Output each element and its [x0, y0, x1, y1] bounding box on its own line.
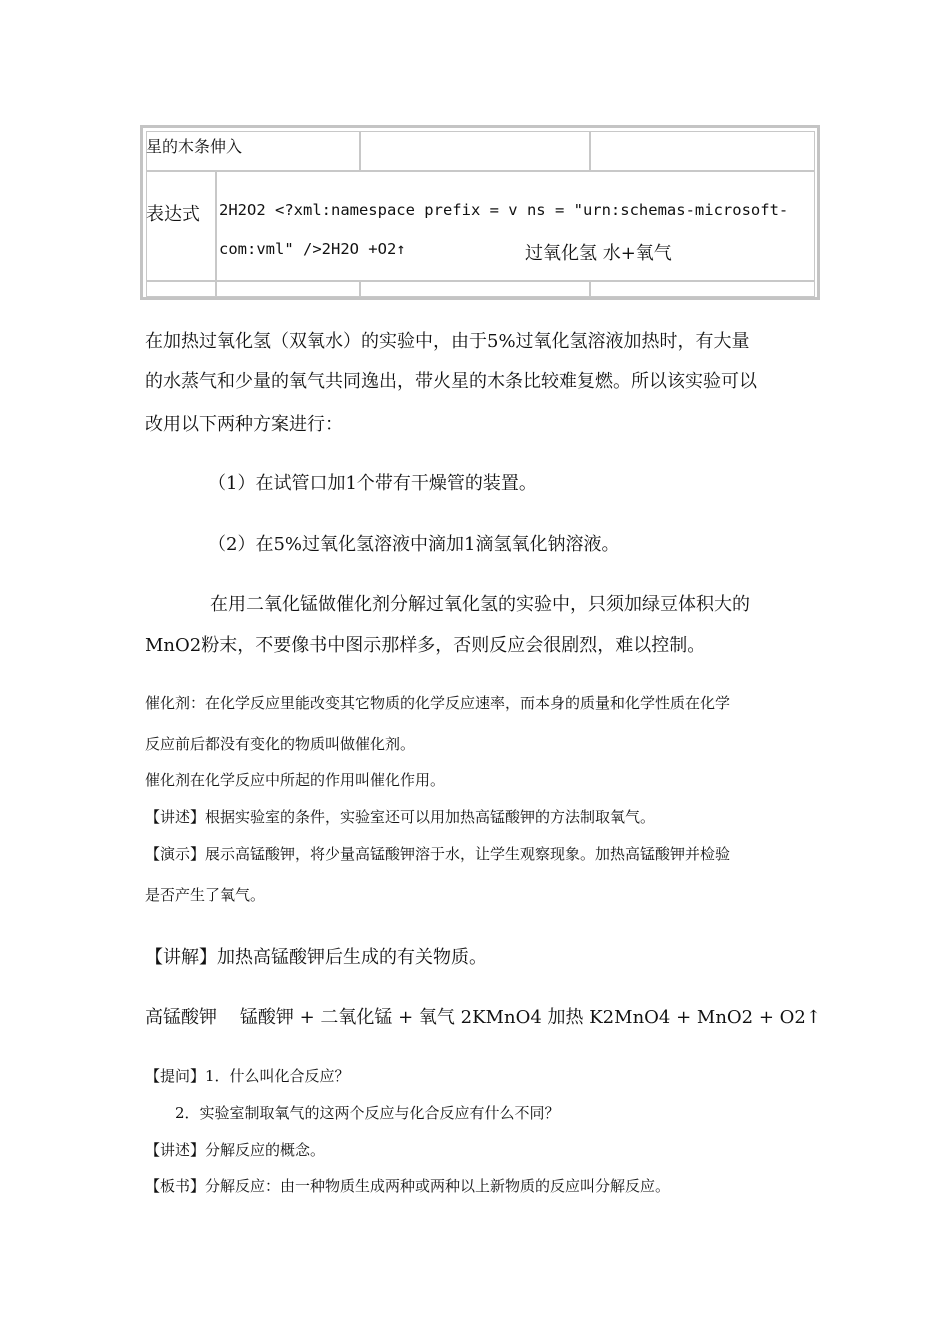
table-cell: [146, 281, 216, 297]
narrate-line: 【讲述】根据实验室的条件，实验室还可以用加热高锰酸钾的方法制取氧气。: [145, 808, 656, 826]
demo-line: 是否产生了氧气。: [145, 886, 266, 904]
table-cell: [590, 281, 815, 297]
paragraph-line: 在用二氧化锰做催化剂分解过氧化氢的实验中，只须加绿豆体积大的: [210, 594, 750, 615]
explain-line: 【讲解】加热高锰酸钾后生成的有关物质。: [145, 947, 487, 968]
paragraph-line: 的水蒸气和少量的氧气共同逸出，带火星的木条比较难复燃。所以该实验可以: [145, 371, 757, 392]
reaction-equation: 高锰酸钾 锰酸钾 + 二氧化锰 + 氧气 2KMnO4 加热 K2MnO4 + MnO2 + O2↑: [145, 1007, 821, 1028]
demo-line: 【演示】展示高锰酸钾，将少量高锰酸钾溶于水，让学生观察现象。加热高锰酸钾并检验: [145, 845, 731, 863]
table-row2-label: 表达式: [146, 204, 200, 225]
table-cell: [216, 281, 360, 297]
experiment-table: [140, 125, 820, 300]
question-line: 2．实验室制取氧气的这两个反应与化合反应有什么不同？: [175, 1104, 560, 1122]
table-formula-line2: com:vml" />2H2O +O2↑: [219, 240, 406, 258]
table-formula-words: 过氧化氢 水+氧气: [525, 243, 672, 264]
table-cell: [360, 281, 590, 297]
table-cell: [146, 171, 216, 281]
table-cell: [216, 171, 815, 281]
question-line: 【提问】1．什么叫化合反应？: [145, 1067, 350, 1085]
table-cell: [590, 131, 815, 171]
option-item-1: （1）在试管口加1个带有干燥管的装置。: [208, 473, 537, 494]
table-cell: [360, 131, 590, 171]
paragraph-line: MnO2粉末，不要像书中图示那样多，否则反应会很剧烈，难以控制。: [145, 635, 706, 656]
catalysis-definition: 催化剂在化学反应中所起的作用叫催化作用。: [145, 771, 446, 789]
board-line: 【板书】分解反应：由一种物质生成两种或两种以上新物质的反应叫分解反应。: [145, 1177, 671, 1195]
paragraph-line: 在加热过氧化氢（双氧水）的实验中，由于5%过氧化氢溶液加热时，有大量: [145, 331, 750, 352]
paragraph-line: 改用以下两种方案进行：: [145, 414, 343, 435]
catalyst-definition-line: 反应前后都没有变化的物质叫做催化剂。: [145, 735, 416, 753]
narrate-line: 【讲述】分解反应的概念。: [145, 1141, 326, 1159]
option-item-2: （2）在5%过氧化氢溶液中滴加1滴氢氧化钠溶液。: [208, 534, 620, 555]
table-formula-line1: 2H2O2 <?xml:namespace prefix = v ns = "urn:schemas-microsoft-: [219, 201, 789, 219]
catalyst-definition-line: 催化剂：在化学反应里能改变其它物质的化学反应速率，而本身的质量和化学性质在化学: [145, 694, 731, 712]
table-row1-label: 星的木条伸入: [146, 137, 243, 156]
